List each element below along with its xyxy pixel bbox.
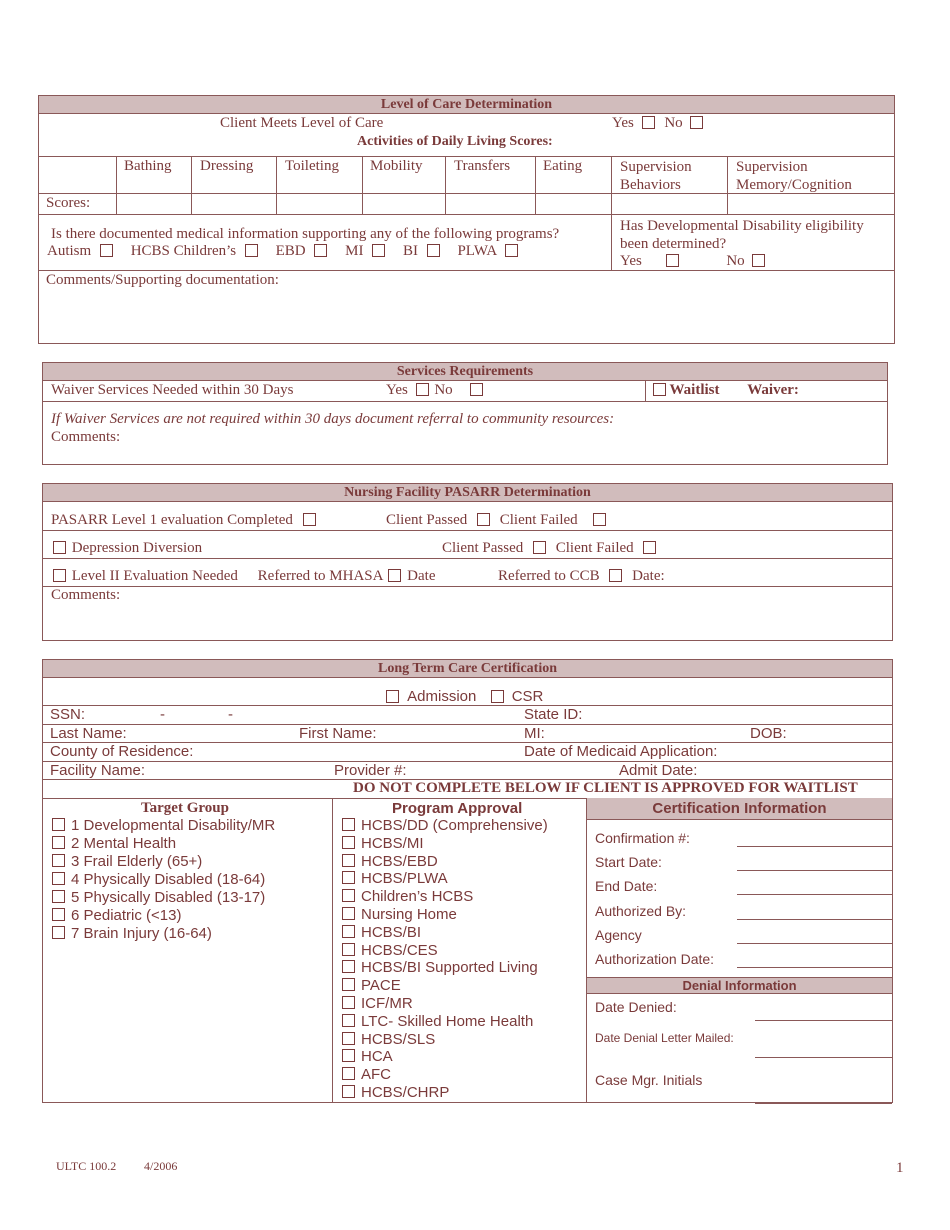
level1-failed-label: Client Failed [499, 512, 578, 528]
level1-failed-checkbox[interactable] [593, 513, 606, 526]
program-plwa-checkbox[interactable] [505, 244, 518, 257]
ltc-title: Long Term Care Certification [43, 660, 892, 678]
dd-yes-label: Yes [620, 253, 642, 269]
waiver-label: Waiver: [747, 382, 799, 398]
program-mi-label: MI [345, 243, 364, 259]
adl-dressing-header: Dressing [200, 158, 254, 174]
program-approval-item[interactable] [342, 853, 438, 870]
target-group-label: 6 Pediatric (<13) [71, 907, 182, 924]
program-approval-label: HCBS/SLS [361, 1030, 436, 1048]
facility-label: Facility Name: [50, 762, 146, 779]
program-approval-item[interactable] [342, 1048, 393, 1065]
services-title: Services Requirements [43, 363, 887, 381]
program-approval-checkbox[interactable] [342, 889, 355, 902]
ltc-column-divider-2 [586, 798, 587, 1103]
program-approval-item[interactable] [342, 1084, 449, 1101]
target-group-item[interactable] [52, 925, 212, 942]
program-bi-checkbox[interactable] [427, 244, 440, 257]
waitlist-row [653, 382, 799, 399]
pasarr-line-2 [43, 558, 892, 559]
program-approval-item[interactable] [342, 1031, 435, 1048]
program-approval-checkbox[interactable] [342, 1049, 355, 1062]
sup-memory-line1: Supervision [736, 159, 808, 175]
target-group-label: 2 Mental Health [71, 835, 177, 852]
program-plwa-label: PLWA [457, 243, 497, 259]
meets-yes-label: Yes [612, 115, 634, 131]
program-ebd-checkbox[interactable] [314, 244, 327, 257]
program-approval-checkbox[interactable] [342, 996, 355, 1009]
target-group-title: Target Group [141, 800, 229, 816]
mhasa-date-label: Date [407, 568, 436, 584]
ssn-separator-2: - [228, 706, 233, 723]
program-approval-label: HCBS/EBD [361, 852, 438, 870]
program-approval-checkbox[interactable] [342, 854, 355, 867]
target-group-label: 4 Physically Disabled (18-64) [71, 871, 266, 888]
ccb-date-label: Date: [632, 568, 665, 584]
mhasa-label: Referred to MHASA [257, 568, 383, 584]
services-divider [645, 381, 646, 401]
services-comments-label: Comments: [51, 429, 121, 445]
cert-field-input-line[interactable] [737, 919, 892, 920]
adl-top-line [39, 156, 894, 157]
cert-field-input-line[interactable] [737, 894, 892, 895]
program-approval-label: HCBS/CES [361, 941, 438, 959]
program-approval-label: Nursing Home [361, 906, 457, 923]
level1-passed-checkbox[interactable] [477, 513, 490, 526]
program-approval-checkbox[interactable] [342, 943, 355, 956]
pasarr-line-3 [43, 586, 892, 587]
waitlist-warning: DO NOT COMPLETE BELOW IF CLIENT IS APPROVED FOR WAITLIST [353, 780, 858, 796]
state-id-label: State ID: [524, 706, 583, 723]
cert-info-title: Certification Information [587, 798, 892, 820]
program-approval-label: HCA [361, 1048, 393, 1066]
county-label: County of Residence: [50, 743, 194, 760]
case-mgr-label: Case Mgr. Initials [595, 1072, 703, 1088]
ltc-line-1 [43, 705, 892, 706]
pasarr-line-1 [43, 530, 892, 531]
dd-question-line2: been determined? [620, 236, 727, 252]
target-group-label: 5 Physically Disabled (13-17) [71, 889, 266, 906]
admission-checkbox[interactable] [386, 690, 399, 703]
meets-no-label: No [664, 115, 683, 131]
pasarr-level1-result [386, 512, 606, 529]
depression-result [442, 540, 656, 557]
cert-field-input-line[interactable] [737, 967, 892, 968]
supervision-behaviors-header [620, 158, 692, 194]
cert-field-input-line[interactable] [737, 943, 892, 944]
waitlist-label: Waitlist [669, 382, 720, 398]
last-name-label: Last Name: [50, 725, 127, 742]
mi-label: MI: [524, 725, 545, 742]
program-approval-checkbox[interactable] [342, 871, 355, 884]
dd-no-label: No [726, 253, 745, 269]
pasarr-comments-label: Comments: [51, 587, 121, 603]
adl-title: Activities of Daily Living Scores: [357, 134, 553, 149]
case-mgr-line [755, 1103, 892, 1104]
depression-failed-label: Client Failed [555, 540, 634, 556]
meets-no-checkbox[interactable] [690, 116, 703, 129]
target-group-item[interactable] [52, 817, 275, 834]
ssn-separator-1: - [160, 706, 165, 723]
depression-row [53, 540, 202, 557]
target-group-item[interactable] [52, 907, 181, 924]
cert-field-label: Start Date: [595, 854, 662, 871]
program-hcbs-children-label: HCBS Children’s [130, 243, 237, 259]
pasarr-level1-checkbox[interactable] [303, 513, 316, 526]
first-name-label: First Name: [299, 725, 377, 742]
program-approval-checkbox[interactable] [342, 836, 355, 849]
program-approval-checkbox[interactable] [342, 907, 355, 920]
adl-bathing-header: Bathing [124, 158, 172, 174]
program-approval-item[interactable] [342, 1066, 391, 1083]
program-approval-item[interactable] [342, 995, 413, 1012]
supervision-memory-header [736, 158, 852, 194]
adl-divider-5 [445, 156, 446, 214]
waiver-needed-options [386, 382, 483, 399]
mhasa-checkbox[interactable] [388, 569, 401, 582]
dd-no-checkbox[interactable] [752, 254, 765, 267]
meets-yes-checkbox[interactable] [642, 116, 655, 129]
cert-field-label: End Date: [595, 878, 658, 895]
program-approval-label: HCBS/PLWA [361, 870, 448, 888]
waiver-yes-label: Yes [386, 382, 408, 398]
program-approval-checkbox[interactable] [342, 1032, 355, 1045]
waiver-needed-label: Waiver Services Needed within 30 Days [51, 382, 294, 398]
admit-date-label: Admit Date: [619, 762, 698, 779]
adl-divider-6 [535, 156, 536, 214]
scores-label: Scores: [46, 195, 91, 211]
program-approval-label: PACE [361, 977, 401, 995]
programs-checkbox-row [47, 243, 518, 260]
depression-passed-checkbox[interactable] [533, 541, 546, 554]
dd-question-line1: Has Developmental Disability eligibility [620, 218, 864, 234]
program-approval-item[interactable] [342, 1013, 533, 1030]
cert-field-label: Authorization Date: [595, 951, 715, 967]
depression-checkbox[interactable] [53, 541, 66, 554]
depression-passed-label: Client Passed [442, 540, 524, 556]
program-approval-label: HCBS/CHRP [361, 1084, 450, 1101]
sup-memory-line2: Memory/Cognition [736, 177, 852, 193]
program-approval-checkbox[interactable] [342, 960, 355, 973]
adl-bottom-line [39, 214, 894, 215]
target-group-checkbox[interactable] [52, 908, 65, 921]
waiver-no-label: No [434, 382, 453, 398]
adl-transfers-header: Transfers [454, 158, 511, 174]
adl-toileting-header: Toileting [285, 158, 339, 174]
loc-comments-line [39, 270, 894, 271]
services-row-line [43, 401, 887, 402]
ltc-column-divider-1 [332, 798, 333, 1103]
medicaid-date-label: Date of Medicaid Application: [524, 743, 718, 760]
target-group-checkbox[interactable] [52, 872, 65, 885]
program-approval-item[interactable] [342, 817, 548, 834]
waitlist-checkbox[interactable] [653, 383, 666, 396]
meets-level-label: Client Meets Level of Care [220, 115, 384, 131]
pasarr-level1-row [51, 512, 316, 529]
program-approval-title: Program Approval [392, 800, 523, 817]
program-approval-checkbox[interactable] [342, 1085, 355, 1098]
level2-row [53, 568, 435, 585]
target-group-item[interactable] [52, 835, 176, 852]
sup-behaviors-line1: Supervision [620, 159, 692, 175]
adl-divider-8 [727, 156, 728, 214]
program-approval-item[interactable] [342, 924, 421, 941]
cert-field-label: Confirmation #: [595, 830, 690, 846]
sup-behaviors-line2: Behaviors [620, 177, 681, 193]
adl-divider-7 [611, 156, 612, 270]
pasarr-level1-label: PASARR Level 1 evaluation Completed [51, 512, 293, 528]
dob-label: DOB: [750, 725, 787, 742]
adl-divider-1 [116, 156, 117, 214]
date-denied-line [755, 1020, 892, 1021]
adl-mobility-header: Mobility [370, 158, 423, 174]
page-number: 1 [896, 1160, 904, 1176]
denial-letter-label: Date Denial Letter Mailed: [595, 1031, 734, 1045]
cert-field-input-line[interactable] [737, 846, 892, 847]
program-approval-item[interactable] [342, 888, 473, 905]
date-denied-label: Date Denied: [595, 999, 677, 1015]
level2-label: Level II Evaluation Needed [71, 568, 238, 584]
program-autism-label: Autism [47, 243, 92, 259]
waiver-note: If Waiver Services are not required within 30 days document referral to community resources: [51, 411, 615, 427]
adl-eating-header: Eating [543, 158, 583, 174]
meets-level-options [612, 115, 703, 132]
level-of-care-title: Level of Care Determination [39, 96, 894, 114]
waiver-no-checkbox[interactable] [470, 383, 483, 396]
target-group-checkbox[interactable] [52, 818, 65, 831]
provider-label: Provider #: [334, 762, 407, 779]
denial-letter-line [755, 1057, 892, 1058]
program-approval-label: HCBS/DD (Comprehensive) [361, 817, 548, 834]
program-bi-label: BI [402, 243, 418, 259]
target-group-label: 7 Brain Injury (16-64) [71, 925, 212, 942]
target-group-item[interactable] [52, 889, 265, 906]
program-hcbs-children-checkbox[interactable] [245, 244, 258, 257]
program-approval-label: ICF/MR [361, 995, 413, 1012]
program-approval-checkbox[interactable] [342, 925, 355, 938]
dd-yes-checkbox[interactable] [666, 254, 679, 267]
program-ebd-label: EBD [275, 243, 306, 259]
adl-divider-4 [362, 156, 363, 214]
ccb-checkbox[interactable] [609, 569, 622, 582]
program-approval-checkbox[interactable] [342, 1067, 355, 1080]
level2-checkbox[interactable] [53, 569, 66, 582]
program-mi-checkbox[interactable] [372, 244, 385, 257]
depression-label: Depression Diversion [71, 540, 203, 556]
program-approval-item[interactable] [342, 959, 538, 976]
ltc-line-4 [43, 761, 892, 762]
denial-info-title: Denial Information [587, 977, 892, 994]
program-approval-label: AFC [361, 1066, 391, 1084]
adl-divider-2 [191, 156, 192, 214]
target-group-checkbox[interactable] [52, 926, 65, 939]
admission-label: Admission [407, 688, 477, 705]
program-autism-checkbox[interactable] [100, 244, 113, 257]
target-group-item[interactable] [52, 853, 202, 870]
target-group-checkbox[interactable] [52, 890, 65, 903]
pasarr-section [42, 483, 893, 641]
csr-checkbox[interactable] [491, 690, 504, 703]
program-approval-item[interactable] [342, 942, 438, 959]
target-group-checkbox[interactable] [52, 854, 65, 867]
depression-failed-checkbox[interactable] [643, 541, 656, 554]
program-approval-item[interactable] [342, 977, 401, 994]
cert-field-label: Agency [595, 926, 642, 943]
form-date: 4/2006 [144, 1159, 178, 1173]
cert-field-label: Authorized By: [595, 902, 687, 919]
target-group-label: 1 Developmental Disability/MR [71, 817, 276, 834]
dd-answer-row [620, 253, 765, 270]
waiver-yes-checkbox[interactable] [416, 383, 429, 396]
program-approval-item[interactable] [342, 906, 457, 923]
level1-passed-label: Client Passed [386, 512, 468, 528]
adl-divider-3 [276, 156, 277, 214]
admission-csr-row [386, 688, 543, 705]
target-group-label: 3 Frail Elderly (65+) [71, 853, 203, 870]
cert-field-input-line[interactable] [737, 870, 892, 871]
program-approval-label: HCBS/BI [361, 923, 422, 941]
ccb-row [498, 568, 665, 585]
program-approval-item[interactable] [342, 870, 448, 887]
ccb-label: Referred to CCB [498, 568, 600, 584]
ssn-label: SSN: [50, 706, 86, 723]
program-approval-label: HCBS/MI [361, 834, 424, 852]
target-group-checkbox[interactable] [52, 836, 65, 849]
program-approval-label: Children’s HCBS [361, 888, 474, 906]
program-approval-checkbox[interactable] [342, 1014, 355, 1027]
program-approval-item[interactable] [342, 835, 424, 852]
pasarr-title: Nursing Facility PASARR Determination [43, 484, 892, 502]
program-approval-checkbox[interactable] [342, 818, 355, 831]
dd-question [620, 217, 864, 253]
loc-comments-label: Comments/Supporting documentation: [46, 272, 279, 288]
program-approval-checkbox[interactable] [342, 978, 355, 991]
form-id: ULTC 100.2 [56, 1159, 117, 1173]
target-group-item[interactable] [52, 871, 265, 888]
program-approval-label: HCBS/BI Supported Living [361, 959, 538, 977]
csr-label: CSR [511, 688, 544, 705]
programs-question: Is there documented medical information supporting any of the following programs? [51, 226, 560, 242]
program-approval-label: LTC- Skilled Home Health [361, 1012, 534, 1030]
